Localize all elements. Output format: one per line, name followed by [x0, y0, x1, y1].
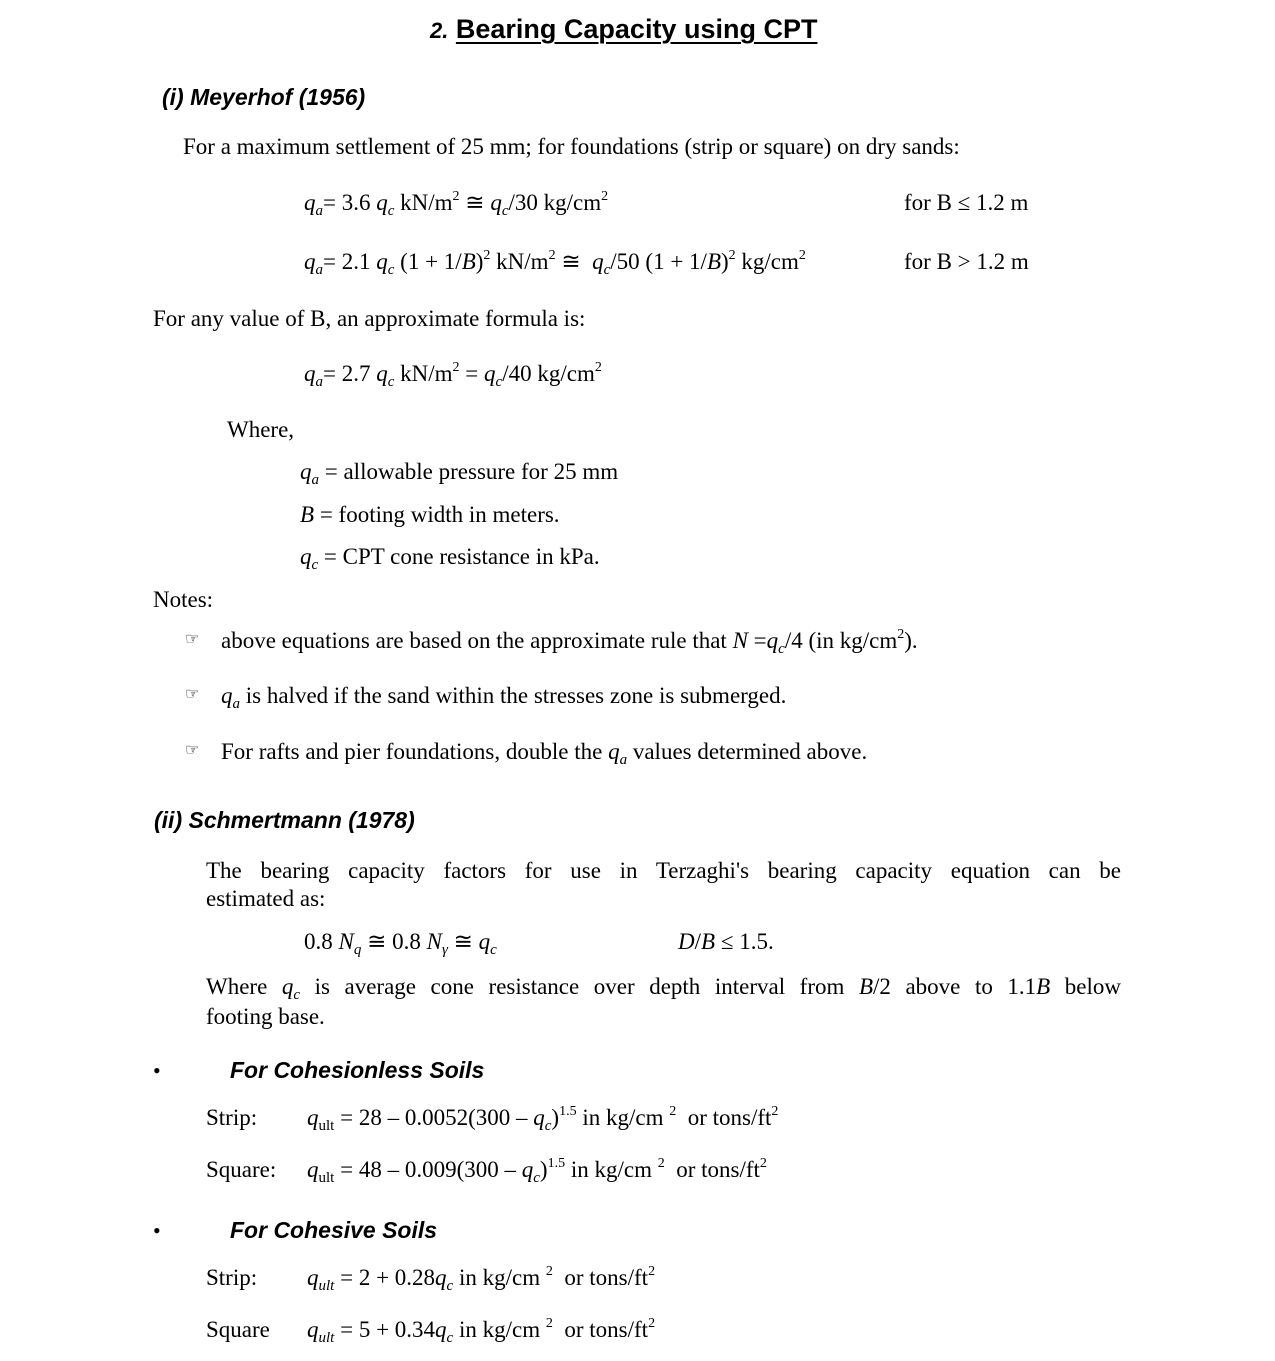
square-label-cohesionless: Square: — [206, 1157, 277, 1182]
bullet-dot-icon: • — [153, 1058, 161, 1083]
bullet-dot-icon: • — [153, 1218, 161, 1243]
definition-qa: $q_a$ = allowable pressure for 25 mm — [300, 459, 619, 488]
strip-label-cohesionless: Strip: — [206, 1105, 258, 1130]
pointing-hand-icon: ☞ — [185, 631, 200, 648]
definition-qc: $q_c$ = CPT cone resistance in kPa. — [300, 544, 600, 573]
equation-schmertmann-factors: 0.8 $N_q$ ≅ 0.8 $N_\gamma$ ≅ $q_c$ — [304, 929, 497, 958]
equation-meyerhof-1: $q_a= 3.6$ $q_c$ $kN/m^2$ ≅ $q_c/30$ $kg/cm^2$ — [304, 189, 609, 219]
schmertmann-where-line2: footing base. — [206, 1004, 325, 1029]
note-2: $q_a$ is halved if the sand within the stresses zone is submerged. — [221, 683, 787, 712]
note-1: above equations are based on the approximate rule that $N =q_c/4$ (in $kg/cm^2$). — [221, 627, 918, 657]
pointing-hand-icon: ☞ — [185, 686, 200, 703]
schmertmann-where-line1: Where $q_c$ is average cone resistance over depth interval from B/2 above to 1.1B below — [206, 974, 1121, 1003]
strip-label-cohesive: Strip: — [206, 1265, 258, 1290]
square-label-cohesive: Square — [206, 1317, 270, 1342]
definition-b: B = footing width in meters. — [300, 502, 560, 527]
meyerhof-heading: (i) Meyerhof (1956) — [162, 84, 366, 110]
pointing-hand-icon: ☞ — [185, 742, 200, 759]
equation-square-cohesive: $q_{ult} = 5 + 0.34q_c$ in kg/cm $^2$ or tons/$ft^2$ — [307, 1316, 656, 1346]
cohesionless-heading: For Cohesionless Soils — [230, 1057, 485, 1083]
equation-2-condition: for B > 1.2 m — [904, 249, 1029, 274]
section-number: 2. — [430, 18, 449, 43]
section-title: Bearing Capacity using CPT — [455, 14, 818, 44]
schmertmann-intro-line2: estimated as: — [206, 886, 326, 911]
equation-meyerhof-2: $q_a= 2.1$ $q_c$ $(1 + 1/B)^2$ $kN/m^2$ ≅ $q_c/50$ $(1 + 1/B)^2$ $kg/cm^2$ — [304, 248, 806, 278]
equation-meyerhof-3: $q_a= 2.7$ $q_c$ $kN/m^2 = q_c/40$ $kg/cm^2$ — [304, 360, 602, 390]
schmertmann-intro-line1: The bearing capacity factors for use in Terzaghi's bearing capacity equation can be — [206, 858, 1121, 883]
notes-label: Notes: — [153, 587, 214, 612]
any-b-text: For any value of B, an approximate formula is: — [153, 306, 586, 331]
meyerhof-intro: For a maximum settlement of 25 mm; for foundations (strip or square) on dry sands: — [183, 134, 960, 159]
cohesive-heading: For Cohesive Soils — [230, 1217, 438, 1243]
equation-strip-cohesive: $q_{ult} = 2 + 0.28q_c$ in kg/cm $^2$ or tons/$ft^2$ — [307, 1264, 656, 1294]
equation-strip-cohesionless: $q_{ult} = 28 - 0.0052(300 - q_c)^{1.5}$ in kg/cm $^2$ or tons/$ft^2$ — [307, 1104, 779, 1134]
note-3: For rafts and pier foundations, double the $q_a$ values determined above. — [221, 739, 868, 768]
page-title — [430, 16, 817, 43]
schmertmann-heading: (ii) Schmertmann (1978) — [154, 807, 415, 833]
depth-condition: D/B ≤ 1.5. — [678, 929, 774, 954]
equation-square-cohesionless: $q_{ult} = 48 - 0.009(300 - q_c)^{1.5}$ in kg/cm $^2$ or tons/$ft^2$ — [307, 1156, 767, 1186]
where-label: Where, — [227, 417, 295, 442]
equation-1-condition: for B ≤ 1.2 m — [904, 190, 1029, 215]
